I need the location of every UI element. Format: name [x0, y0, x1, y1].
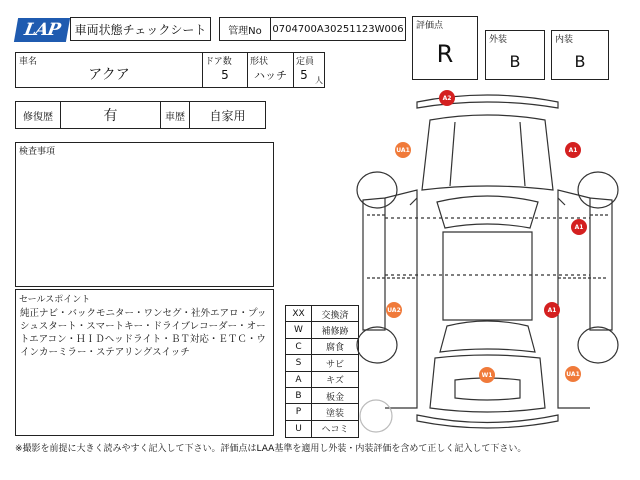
legend-text: 交換済: [321, 310, 349, 321]
sales-points-label: セールスポイント: [19, 295, 91, 305]
damage-marker: A1: [565, 142, 581, 158]
damage-marker: A1: [544, 302, 560, 318]
hood: [422, 115, 553, 190]
damage-marker: UA1: [565, 366, 581, 382]
logo-text: LAP: [22, 20, 62, 40]
car-name-value: アクア: [88, 67, 130, 83]
overall-grade-value: R: [436, 40, 454, 68]
usage-history-label: 車歴: [161, 102, 190, 128]
legend-row: [286, 372, 358, 388]
legend-code: P: [286, 404, 312, 420]
legend-text: サビ: [325, 359, 344, 370]
legend-code: S: [286, 355, 312, 371]
legend-rows: [286, 306, 358, 437]
usage-history-value: 自家用: [209, 108, 246, 123]
trunk: [430, 355, 545, 412]
legend-row: [286, 404, 358, 420]
shape-label: 形状: [250, 57, 269, 67]
damage-marker: UA2: [386, 302, 402, 318]
legend-text: ヘコミ: [321, 425, 349, 436]
sales-points-text: 純正ナビ・バックモニター・ワンセグ・社外エアロ・プッシュスタート・スマートキー・ドライブレコーダー・オートエアコン・ＨＩＤヘッドライト・ＢＴ対応・ＥＴＣ・ウインカーミラー・ステアリングスイッチ: [20, 308, 267, 358]
legend-row: [286, 355, 358, 371]
page-title: 車両状態チェックシート: [74, 22, 207, 37]
damage-marker: A1: [571, 219, 587, 235]
legend-row: [286, 388, 358, 404]
inspection-box: [15, 142, 274, 287]
legend-code: XX: [286, 306, 312, 322]
vehicle-info-row: [15, 52, 325, 88]
sales-points-box: [15, 289, 274, 436]
mgmt-no-box: [219, 17, 406, 41]
legend-text: 補修跡: [321, 326, 349, 337]
damage-marker: W1: [479, 367, 495, 383]
shape-value: ハッチ: [254, 69, 287, 82]
legend-text: キズ: [326, 376, 344, 387]
wheel-front-left: [357, 172, 397, 208]
legend-code: B: [286, 388, 312, 404]
exterior-grade-box: [485, 30, 545, 80]
right-side-panel: [590, 198, 612, 330]
legend-row: [286, 339, 358, 355]
windshield: [437, 196, 538, 228]
interior-grade-box: [551, 30, 609, 80]
laa-logo: [14, 18, 70, 42]
legend-row: [286, 421, 358, 437]
overall-grade-box: [412, 16, 478, 80]
title-box: [70, 17, 211, 41]
overall-grade-label: 評価点: [416, 21, 444, 31]
repair-history-label: 修復歴: [16, 102, 61, 128]
interior-grade-value: B: [574, 51, 586, 71]
damage-marker: UA1: [395, 142, 411, 158]
legend-code: C: [286, 339, 312, 355]
mgmt-no-label: 管理No: [220, 18, 271, 40]
damage-marker: A2: [439, 90, 455, 106]
car-diagram: [355, 90, 620, 435]
legend-table: [285, 305, 359, 438]
legend-code: U: [286, 421, 312, 437]
spare-tire: [360, 400, 392, 432]
wheel-front-right: [578, 172, 618, 208]
rear-window: [440, 321, 535, 352]
rear-bumper: [417, 415, 558, 428]
left-side-panel: [363, 198, 385, 330]
repair-history-value: 有: [61, 102, 161, 128]
mgmt-no-value: 0704700A30251123W006: [272, 23, 404, 35]
exterior-grade-value: B: [509, 51, 521, 71]
doors-label: ドア数: [205, 57, 232, 67]
legend-code: W: [286, 322, 312, 338]
car-name-label: 車名: [19, 57, 38, 67]
exterior-grade-label: 外装: [489, 35, 508, 45]
legend-code: A: [286, 372, 312, 388]
capacity-value: 5: [300, 68, 308, 82]
history-row: [15, 101, 266, 129]
legend-text: 板金: [325, 392, 344, 403]
legend-text: 塗装: [325, 408, 344, 419]
wheel-rear-right: [578, 327, 618, 363]
footer-note: ※撮影を前提に大きく読みやすく記入して下さい。評価点はLAA基準を適用し外装・内装評価を含めて正しく記入して下さい。: [15, 444, 527, 454]
legend-row: [286, 322, 358, 338]
capacity-unit: 人: [315, 76, 323, 85]
legend-row: [286, 306, 358, 322]
wheel-rear-left: [357, 327, 397, 363]
interior-grade-label: 内装: [555, 35, 574, 45]
doors-value: 5: [221, 68, 229, 82]
legend-text: 腐食: [325, 343, 344, 354]
roof: [443, 232, 532, 320]
inspection-label: 検査事項: [19, 147, 56, 157]
capacity-label: 定員: [296, 57, 315, 67]
